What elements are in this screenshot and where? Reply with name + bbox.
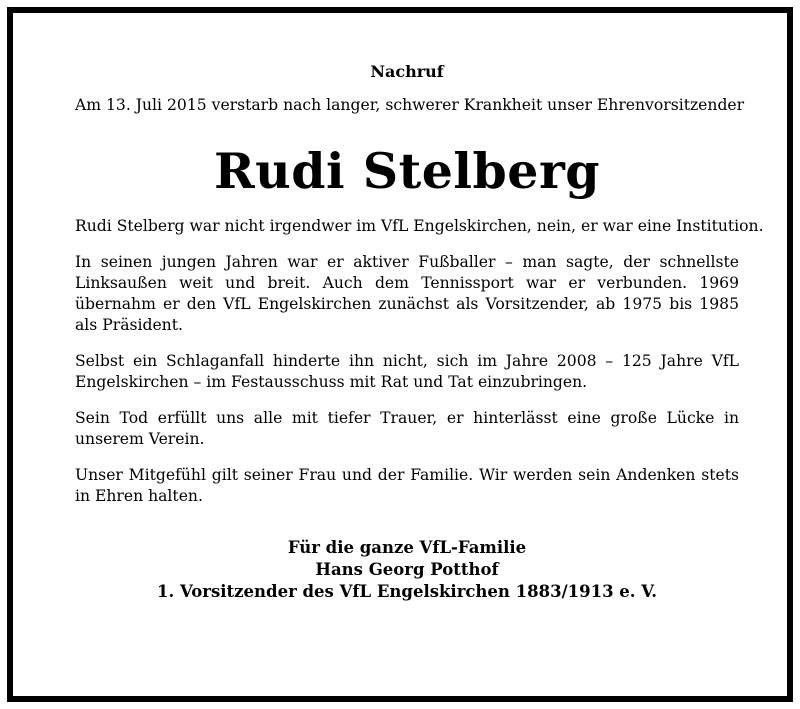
paragraph-condolence: Unser Mitgefühl gilt seiner Frau und der Familie. Wir werden sein Andenken stets in Ehren halten. [75,466,739,505]
obituary-intro: Am 13. Juli 2015 verstarb nach langer, schwerer Krankheit unser Ehrenvorsitzender [75,96,745,114]
signature-person: Hans Georg Potthof [315,560,499,579]
obituary-heading: Nachruf [370,62,444,81]
paragraph-career: In seinen jungen Jahren war er aktiver Fußballer – man sagte, der schnellste Linksaußen weit und breit. Auch dem Tennissport war er verbunden. 1969 übernahm er den VfL Engelskirchen zunächst als Vorsitzender, ab 1975 bis 1985 als Präsident. [75,253,739,334]
obituary-content [75,61,764,603]
signature-family: Für die ganze VfL-Familie [287,538,527,557]
deceased-name: Rudi Stelberg [213,142,601,200]
paragraph-institution: Rudi Stelberg war nicht irgendwer im VfL Engelskirchen, nein, er war eine Institution. [75,217,764,235]
paragraph-mourning: Sein Tod erfüllt uns alle mit tiefer Trauer, er hinterlässt eine große Lücke in unserem Verein. [75,409,739,448]
paragraph-anniversary: Selbst ein Schlaganfall hinderte ihn nicht, sich im Jahre 2008 – 125 Jahre VfL Engelskirchen – im Festausschuss mit Rat und Tat einzubringen. [75,352,739,391]
signature-role: 1. Vorsitzender des VfL Engelskirchen 1883/1913 e. V. [157,582,657,601]
signature-block [75,537,739,603]
obituary-frame [7,7,793,702]
